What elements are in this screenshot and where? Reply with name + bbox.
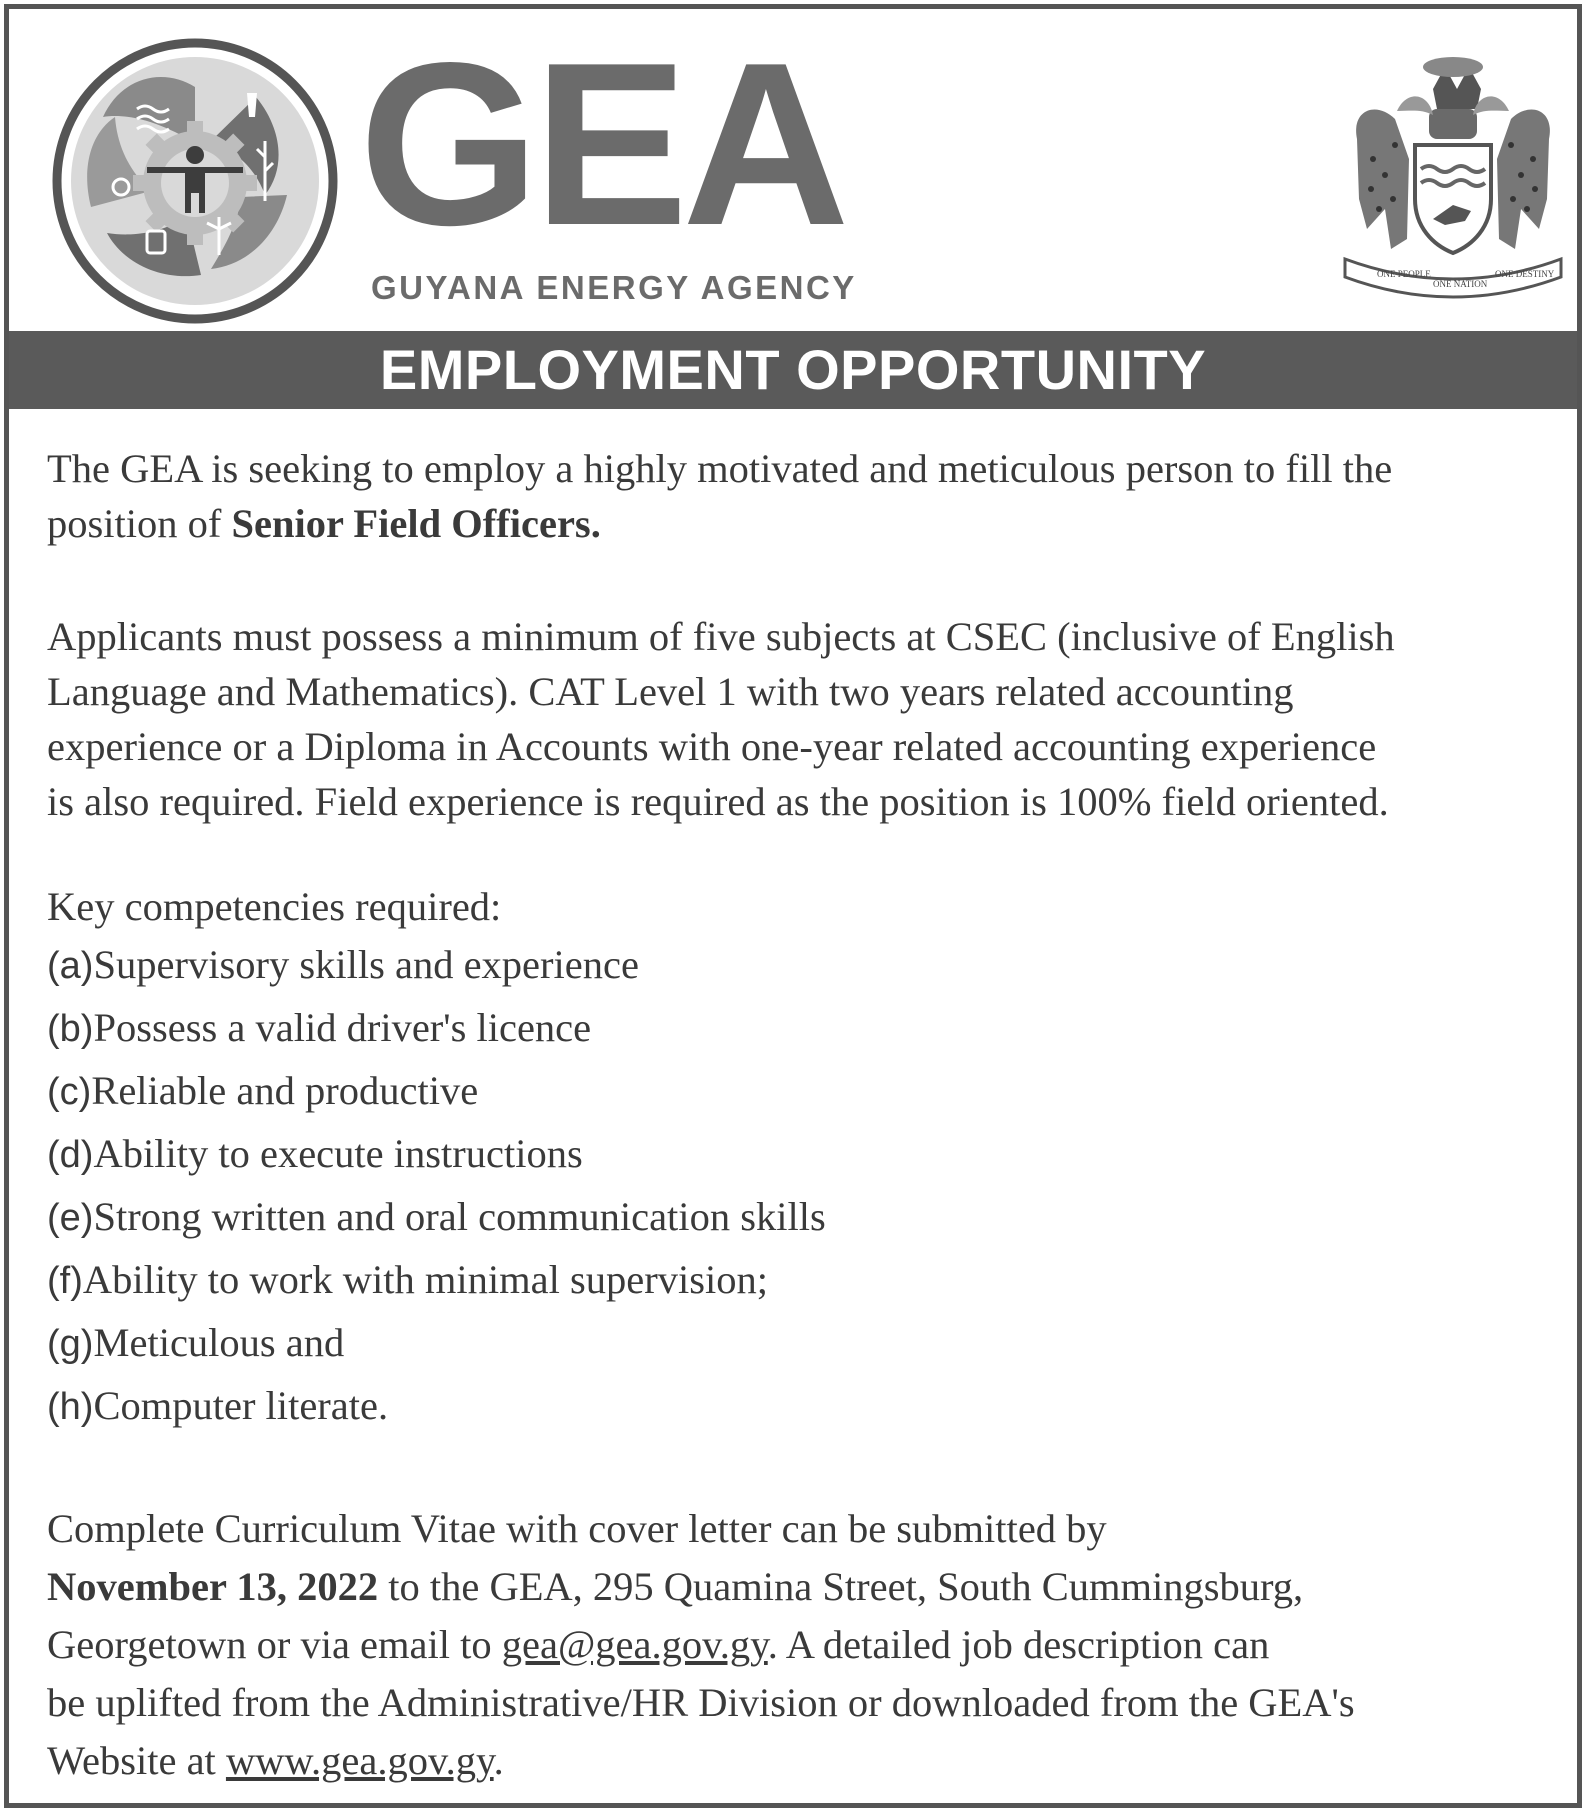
list-item-text: Reliable and productive: [91, 1068, 479, 1113]
list-item: [47, 1060, 1567, 1123]
list-marker: (g): [47, 1323, 94, 1365]
list-marker: (d): [47, 1134, 94, 1176]
advertisement-frame: [4, 4, 1582, 1808]
requirements-line: is also required. Field experience is required as the position is 100% field oriented.: [47, 779, 1389, 824]
position-title: Senior Field Officers.: [231, 501, 601, 546]
list-marker: (a): [47, 945, 94, 987]
list-item-text: Ability to execute instructions: [93, 1131, 583, 1176]
motto-one-nation: ONE NATION: [1433, 279, 1488, 289]
motto-one-people: ONE PEOPLE: [1377, 269, 1431, 279]
page-title: EMPLOYMENT OPPORTUNITY: [9, 331, 1577, 409]
list-marker: (e): [47, 1197, 94, 1239]
list-item: [47, 997, 1567, 1060]
list-item: [47, 1375, 1567, 1438]
brand-tagline: GUYANA ENERGY AGENCY: [371, 269, 857, 306]
intro-line-2-prefix: position of: [47, 501, 232, 546]
list-item: [47, 1312, 1567, 1375]
closing-line-3-suffix: . A detailed job description can: [767, 1622, 1270, 1667]
list-item: [47, 1186, 1567, 1249]
list-marker: (c): [47, 1071, 92, 1113]
closing-line-4: be uplifted from the Administrative/HR Division or downloaded from the GEA's: [47, 1680, 1355, 1725]
competencies-heading: Key competencies required:: [47, 884, 502, 929]
requirements-line: Language and Mathematics). CAT Level 1 with two years related accounting: [47, 669, 1294, 714]
email-link[interactable]: gea@gea.gov.gy: [501, 1622, 768, 1667]
closing-line-2-rest: to the GEA, 295 Quamina Street, South Cummingsburg,: [378, 1564, 1304, 1609]
list-marker: (h): [47, 1386, 94, 1428]
closing-line-1: Complete Curriculum Vitae with cover letter can be submitted by: [47, 1506, 1107, 1551]
competencies-list: [47, 934, 1567, 1438]
intro-paragraph: [47, 441, 1567, 551]
requirements-line: Applicants must possess a minimum of five subjects at CSEC (inclusive of English: [47, 614, 1395, 659]
intro-line-1: The GEA is seeking to employ a highly motivated and meticulous person to fill the: [47, 446, 1393, 491]
closing-paragraph: [47, 1500, 1567, 1790]
list-item-text: Meticulous and: [93, 1320, 345, 1365]
closing-line-2: [47, 1558, 1567, 1616]
header: [9, 9, 1577, 327]
list-item: [47, 1249, 1567, 1312]
requirements-line: experience or a Diploma in Accounts with one-year related accounting experience: [47, 724, 1377, 769]
closing-line-3: [47, 1616, 1567, 1674]
gea-energy-emblem-icon: [51, 37, 339, 325]
motto-one-destiny: ONE DESTINY: [1495, 269, 1555, 279]
list-item-text: Possess a valid driver's licence: [93, 1005, 592, 1050]
guyana-coat-of-arms-icon: [1337, 49, 1569, 299]
brand: [359, 15, 857, 307]
deadline-date: November 13, 2022: [47, 1564, 379, 1609]
list-item-text: Supervisory skills and experience: [93, 942, 639, 987]
list-marker: (b): [47, 1008, 94, 1050]
list-item-text: Computer literate.: [93, 1383, 389, 1428]
intro-line-2: [47, 496, 1567, 551]
list-item: [47, 1123, 1567, 1186]
advertisement-body: [47, 441, 1567, 1790]
list-marker: (f): [47, 1260, 83, 1302]
list-item: [47, 934, 1567, 997]
closing-line-3-prefix: Georgetown or via email to: [47, 1622, 502, 1667]
closing-line-5-suffix: .: [493, 1738, 504, 1783]
closing-line-5: [47, 1732, 1567, 1790]
brand-name: GEA: [359, 15, 844, 274]
list-item-text: Strong written and oral communication skills: [93, 1194, 826, 1239]
website-link[interactable]: www.gea.gov.gy: [225, 1738, 494, 1783]
list-item-text: Ability to work with minimal supervision;: [82, 1257, 768, 1302]
closing-line-5-prefix: Website at: [47, 1738, 226, 1783]
requirements-paragraph: [47, 609, 1567, 829]
